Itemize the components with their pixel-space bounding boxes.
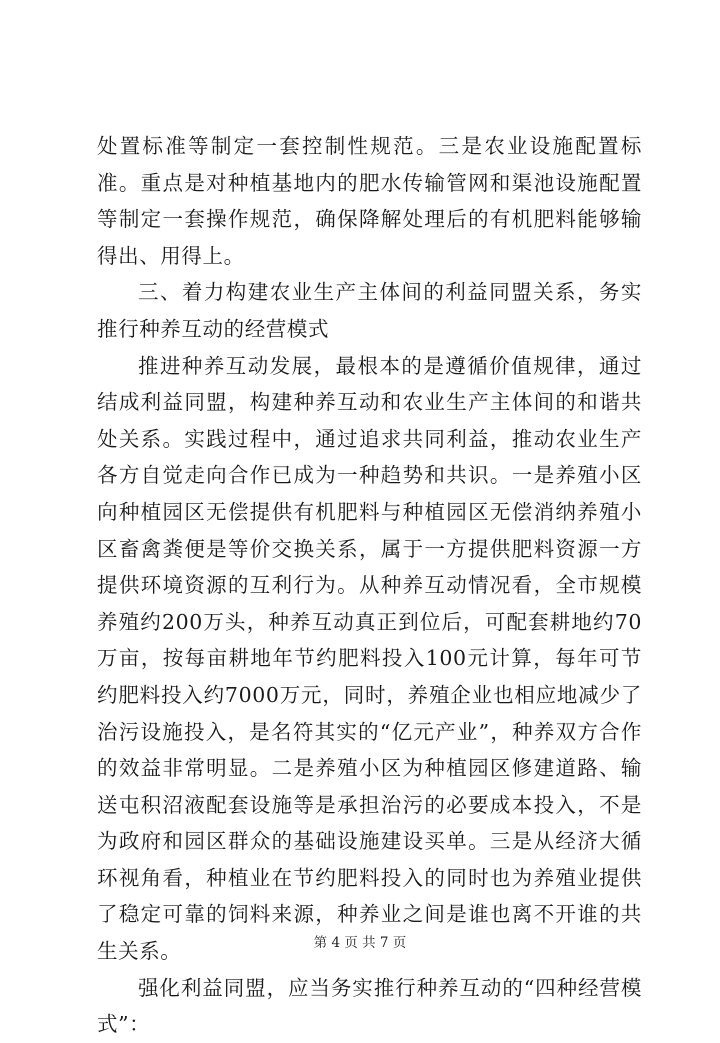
section-heading: 三、着力构建农业生产主体间的利益同盟关系，务实推行种养互动的经营模式 <box>97 280 642 341</box>
page-footer: 第 4 页 共 7 页 <box>313 935 407 951</box>
paragraph-closing: 强化利益同盟，应当务实推行种养互动的“四种经营模式”： <box>97 975 642 1037</box>
paragraph-main: 推进种养互动发展，最根本的是遵循价值规律，通过结成利益同盟，构建种养互动和农业生产主体间的和谐共处关系。实践过程中，通过追求共同利益，推动农业生产各方自觉走向合作已成为一种趋势和共识。一是养殖小区向种植园区无偿提供有机肥料与种植园区无偿消纳养殖小区畜禽粪便是等价交换关系，属于一方提供肥料资源一方提供环境资源的互利行为。从种养互动情况看，全市规模养殖约200万头，种养互动真正到位后，可配套耕地约70万亩，按每亩耕地年节约肥料投入100元计算，每年可节约肥料投入约7000万元，同时，养殖企业也相应地减少了治污设施投入，是名符其实的“亿元产业”，种养双方合作的效益非常明显。二是养殖小区为种植园区修建道路、输送屯积沼液配套设施等是承担治污的必要成本投入，不是为政府和园区群众的基础设施建设买单。三是从经济大循环视角看，种植业在节约肥料投入的同时也为养殖业提供了稳定可靠的饲料来源，种养业之间是谁也离不开谁的共生关系。 <box>97 353 642 964</box>
document-body <box>97 128 642 1043</box>
paragraph-continuation: 处置标准等制定一套控制性规范。三是农业设施配置标准。重点是对种植基地内的肥水传输管网和渠池设施配置等制定一套操作规范，确保降解处理后的有机肥料能够输得出、用得上。 <box>97 134 642 268</box>
